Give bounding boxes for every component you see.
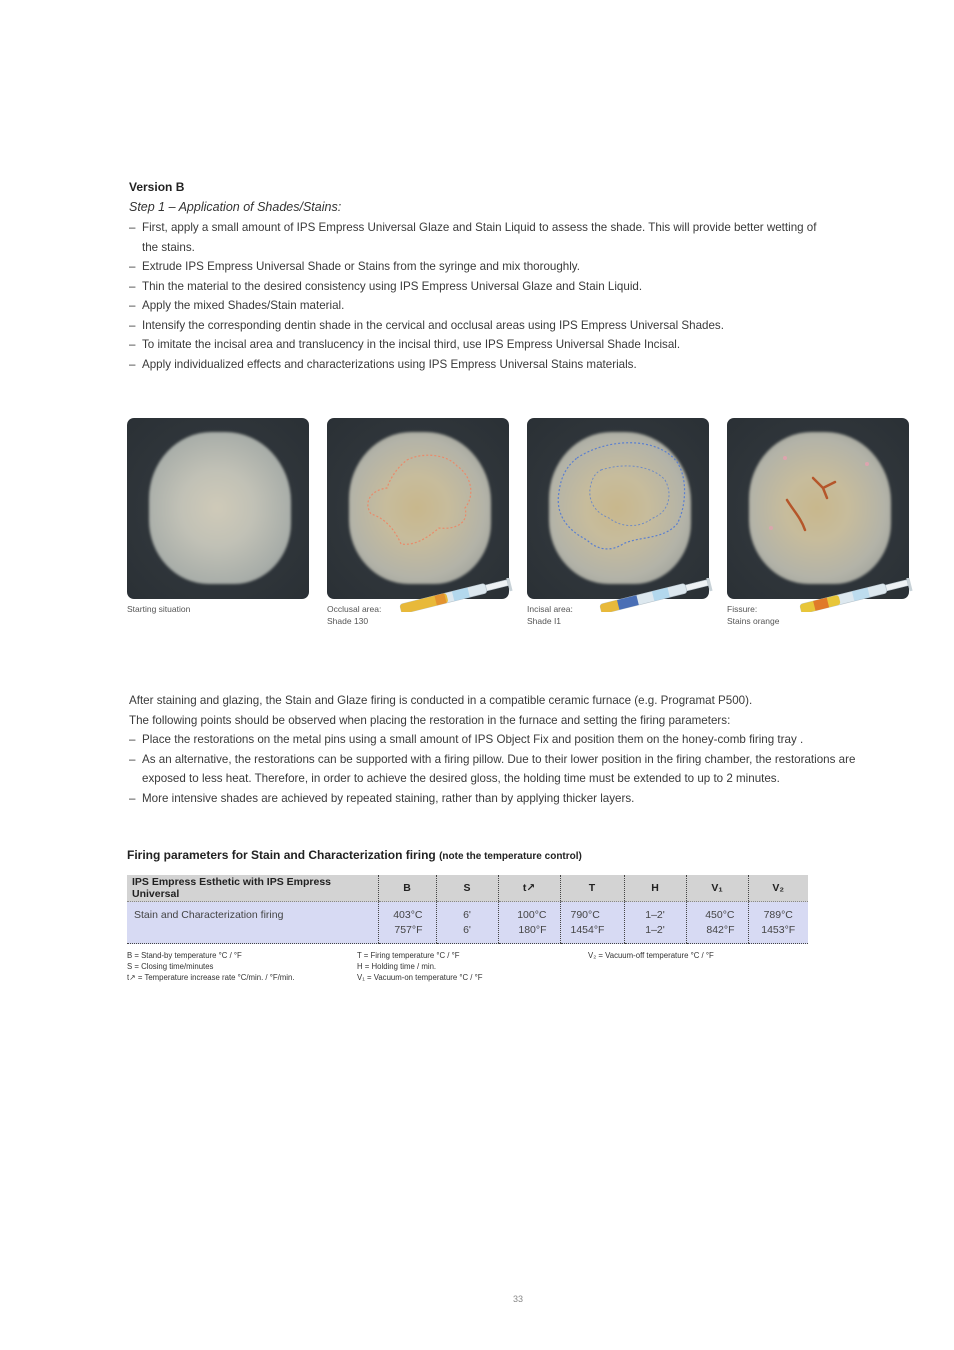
list-item: – Apply the mixed Shades/Stain material. (129, 299, 345, 312)
list-item: – Extrude IPS Empress Universal Shade or Stains from the syringe and mix thoroughly. (129, 260, 580, 273)
table-cell: Stain and Characterization firing (127, 902, 378, 944)
tooth-image (149, 432, 291, 584)
column-header: H (624, 875, 686, 902)
table-cell: 790°C 1454°F (560, 902, 624, 944)
table-row (127, 902, 808, 944)
column-header: T (560, 875, 624, 902)
list-item: – Intensify the corresponding dentin shade in the cervical and occlusal areas using IPS Empress Universal Shades. (129, 318, 724, 332)
firing-parameters-table (127, 875, 808, 944)
step-title: Step 1 – Application of Shades/Stains: (129, 200, 342, 214)
list-item: – Apply individualized effects and characterizations using IPS Empress Universal Stains materials. (129, 357, 637, 371)
photo-caption: Starting situation (127, 604, 191, 614)
column-header: t↗ (498, 875, 560, 902)
photo-fissure (727, 418, 909, 599)
syringe-icon (395, 578, 521, 612)
table-cell: 6' 6' (436, 902, 498, 944)
table-legend: T = Firing temperature °C / °F H = Holding time / min. V₁ = Vacuum-on temperature °C / °F (357, 951, 483, 982)
table-header-row (127, 875, 808, 902)
section-title: Version B (129, 180, 185, 194)
photo-incisal-area (527, 418, 709, 599)
table-cell: 403°C 757°F (378, 902, 436, 944)
table-cell: 789°C 1453°F (748, 902, 808, 944)
photo-caption: Incisal area: Shade I1 (527, 604, 573, 626)
firing-table-title: Firing parameters for Stain and Characterization firing (note the temperature control) (127, 848, 582, 862)
list-item: – Thin the material to the desired consistency using IPS Empress Universal Glaze and Stain Liquid. (129, 279, 643, 293)
column-header: IPS Empress Esthetic with IPS Empress Universal (127, 875, 378, 902)
table-cell: 450°C 842°F (686, 902, 748, 944)
list-item: – Place the restorations on the metal pins using a small amount of IPS Object Fix and position them on the honey-comb firing tray . (129, 733, 804, 746)
page-number: 33 (512, 1294, 523, 1304)
syringe-icon (595, 578, 721, 612)
list-item: – First, apply a small amount of IPS Empress Universal Glaze and Stain Liquid to assess the shade. This will provide better wetting of the stains. (129, 221, 817, 254)
photo-caption: Fissure: Stains orange (727, 604, 780, 626)
column-header: V₁ (686, 875, 748, 902)
table-cell: 1–2' 1–2' (624, 902, 686, 944)
occlusal-outline (327, 418, 509, 599)
step-instructions-list (129, 218, 819, 374)
photo-starting-situation (127, 418, 309, 599)
column-header: S (436, 875, 498, 902)
list-item: – To imitate the incisal area and translucency in the incisal third, use IPS Empress Universal Shade Incisal. (129, 338, 681, 351)
firing-notes-list (129, 730, 869, 808)
list-item: – As an alternative, the restorations can be supported with a firing pillow. Due to their lower position in the firing chamber, the restorations are exposed to less heat. Therefore, in order to achieve the desired gloss, the holding time must be extended to up to 2 minutes. (129, 752, 856, 785)
table-cell: 100°C 180°F (498, 902, 560, 944)
firing-intro-paragraph: After staining and glazing, the Stain and Glaze firing is conducted in a compatible ceramic furnace (e.g. Programat P500). The following points should be observed when placing the restoration in the furnace and setting the firing parameters: (129, 694, 753, 727)
table-legend: V₂ = Vacuum-off temperature °C / °F (588, 951, 714, 960)
column-header: B (378, 875, 436, 902)
incisal-outline (527, 418, 709, 599)
photo-occlusal-area (327, 418, 509, 599)
column-header: V₂ (748, 875, 808, 902)
syringe-icon (795, 578, 921, 612)
fissure-marks (727, 418, 909, 599)
photo-caption: Occlusal area: Shade 130 (327, 604, 382, 626)
list-item: – More intensive shades are achieved by repeated staining, rather than by applying thicker layers. (129, 791, 635, 805)
table-legend: B = Stand-by temperature °C / °F S = Closing time/minutes t↗ = Temperature increase rate °C/min. / °F/min. (127, 951, 295, 982)
